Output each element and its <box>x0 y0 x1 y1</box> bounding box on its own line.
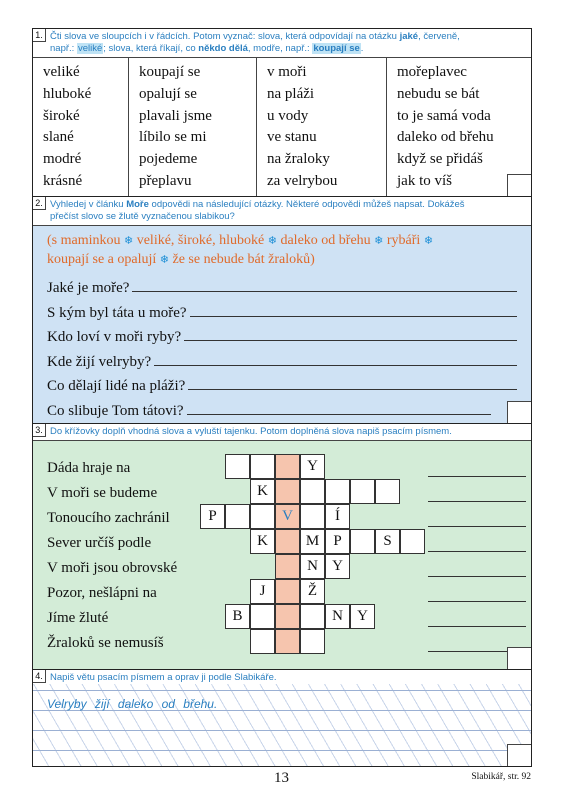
writing-line <box>33 730 531 731</box>
snowflake-icon: ❄ <box>159 253 169 266</box>
question-text: Kdo loví v moři ryby? <box>47 329 182 345</box>
exercise-1 <box>33 29 531 197</box>
cursive-sentence: Velryby žijí daleko od břehu. <box>47 697 218 711</box>
word[interactable]: jak to víš <box>397 172 452 189</box>
crossword-cell[interactable]: Y <box>325 554 350 579</box>
crossword-cell[interactable] <box>325 479 350 504</box>
snowflake-icon: ❄ <box>374 234 384 247</box>
question-text: Co slibuje Tom tátovi? <box>47 402 184 419</box>
crossword-cell[interactable]: Y <box>300 454 325 479</box>
writing-line <box>33 750 531 751</box>
exercise-number: 1. <box>33 29 46 42</box>
word[interactable]: přeplavu <box>139 172 192 189</box>
question-text: Co dělají lidé na pláži? <box>47 378 186 394</box>
word-column-1 <box>33 58 129 196</box>
answer-line[interactable] <box>188 373 517 390</box>
word[interactable]: na pláži <box>267 85 315 102</box>
crossword-cell[interactable]: K <box>250 479 275 504</box>
answer-line[interactable] <box>428 551 526 552</box>
crossword-key-cell[interactable] <box>275 454 300 479</box>
crossword-cell[interactable] <box>250 504 275 529</box>
word[interactable]: když se přidáš <box>397 151 483 168</box>
exercise-1-instructions: 1. Čti slova ve sloupcích i v řádcích. Potom vyznač: slova, která odpovídají na otázku jaké, červeně, např.: veliké; slova, která říkají, co někdo dělá, modře, např.: koupají se. <box>33 29 531 58</box>
crossword-cell[interactable]: K <box>250 529 275 554</box>
snowflake-icon: ❄ <box>267 234 277 247</box>
crossword-clue: Tonoucího zachránil <box>47 510 170 526</box>
crossword-cell[interactable]: N <box>325 604 350 629</box>
crossword-clue: Jíme žluté <box>47 610 109 626</box>
textbook-reference: Slabikář, str. 92 <box>471 772 531 782</box>
answer-line[interactable] <box>132 275 517 292</box>
word[interactable]: mořeplavec <box>397 64 467 80</box>
answer-line[interactable] <box>428 476 526 477</box>
crossword-key-cell[interactable] <box>275 604 300 629</box>
word[interactable]: daleko od břehu <box>397 129 494 146</box>
question-row <box>33 324 531 349</box>
word[interactable]: na žraloky <box>267 151 330 168</box>
exercise-number: 3. <box>33 424 46 437</box>
question-text: Kde žijí velryby? <box>47 353 152 370</box>
crossword-clue: Sever určíš podle <box>47 535 152 551</box>
word-column-3 <box>257 58 387 196</box>
crossword-cell[interactable]: M <box>300 529 325 554</box>
answer-line[interactable] <box>184 324 517 341</box>
crossword-cell[interactable]: Í <box>325 504 350 529</box>
word[interactable]: široké <box>43 107 80 124</box>
score-box[interactable] <box>507 174 531 196</box>
word-table <box>33 58 531 196</box>
crossword-key-cell[interactable] <box>275 554 300 579</box>
word[interactable]: u vody <box>267 107 309 124</box>
word[interactable]: to je samá voda <box>397 107 491 124</box>
worksheet <box>32 28 532 767</box>
crossword-cell[interactable] <box>400 529 425 554</box>
answer-line[interactable] <box>154 349 517 366</box>
word[interactable]: ve stanu <box>267 129 317 146</box>
word-column-2 <box>129 58 257 196</box>
answer-line[interactable] <box>428 626 526 627</box>
crossword-cell[interactable] <box>225 504 250 529</box>
example-word-verb: koupají se <box>313 43 360 54</box>
word[interactable]: za velrybou <box>267 172 338 189</box>
question-text: Jaké je moře? <box>47 280 130 296</box>
crossword-cell[interactable] <box>250 629 275 654</box>
word[interactable]: krásné <box>43 172 83 189</box>
word[interactable]: hluboké <box>43 85 92 102</box>
page-number: 13 <box>274 770 289 786</box>
crossword-cell[interactable] <box>350 529 375 554</box>
exercise-4 <box>33 670 531 766</box>
word[interactable]: veliké <box>43 64 80 80</box>
answer-line[interactable] <box>428 601 526 602</box>
crossword-cell[interactable] <box>375 479 400 504</box>
exercise-2 <box>33 197 531 424</box>
crossword-clue: Žraloků se nemusíš <box>47 635 164 651</box>
crossword-cell[interactable] <box>350 479 375 504</box>
answer-line[interactable] <box>190 300 517 317</box>
crossword-key-cell[interactable] <box>275 579 300 604</box>
crossword-cell[interactable]: J <box>250 579 275 604</box>
crossword-cell[interactable]: Y <box>350 604 375 629</box>
exercise-3 <box>33 424 531 670</box>
crossword-cell[interactable]: P <box>200 504 225 529</box>
example-word-adjective: veliké <box>77 43 103 54</box>
snowflake-icon: ❄ <box>124 234 134 247</box>
crossword-clue: Pozor, nešlápni na <box>47 585 157 601</box>
crossword-cell[interactable] <box>250 454 275 479</box>
crossword-clue: Dáda hraje na <box>47 460 131 476</box>
crossword-key-cell[interactable]: V <box>275 504 300 529</box>
answer-line[interactable] <box>428 526 526 527</box>
answer-word-bank: (s maminkou ❄ veliké, široké, hluboké ❄ daleko od břehu ❄ rybáři ❄ koupají se a opalují ❄ že se nebude bát žraloků) <box>47 233 434 267</box>
word[interactable]: modré <box>43 151 82 168</box>
exercise-number: 2. <box>33 197 46 210</box>
crossword-key-cell[interactable] <box>275 479 300 504</box>
score-box[interactable] <box>507 401 531 423</box>
crossword-clue: V moři jsou obrovské <box>47 560 178 576</box>
question-list <box>33 275 531 422</box>
writing-line <box>33 690 531 691</box>
crossword-cell[interactable]: S <box>375 529 400 554</box>
crossword-clue: V moři se budeme <box>47 485 158 501</box>
answer-line[interactable] <box>187 398 491 415</box>
crossword-cell[interactable]: Ž <box>300 579 325 604</box>
crossword-cell[interactable]: B <box>225 604 250 629</box>
exercise-2-instructions: 2. Vyhledej v článku Moře odpovědi na následující otázky. Některé odpovědi můžeš napsat. Dokážeš přečíst slovo se žlutě vyznačenou slabikou? <box>33 197 531 226</box>
crossword-cell[interactable] <box>300 479 325 504</box>
crossword-cell[interactable] <box>300 604 325 629</box>
snowflake-icon: ❄ <box>423 234 434 247</box>
answer-line[interactable] <box>428 576 526 577</box>
question-row <box>33 300 531 325</box>
answer-line[interactable] <box>428 501 526 502</box>
question-row <box>33 398 531 423</box>
exercise-3-instructions: 3. Do křížovky doplň vhodná slova a vyluští tajenku. Potom doplněná slova napiš psacím písmem. <box>33 424 531 441</box>
crossword-key-cell[interactable] <box>275 629 300 654</box>
crossword-cell[interactable]: P <box>325 529 350 554</box>
word[interactable]: v moři <box>267 64 307 80</box>
score-box[interactable] <box>507 744 531 766</box>
crossword-cell[interactable] <box>225 454 250 479</box>
word[interactable]: líbilo se mi <box>139 129 207 146</box>
word[interactable]: plavali jsme <box>139 107 212 124</box>
exercise-number: 4. <box>33 670 46 683</box>
question-row <box>33 373 531 398</box>
crossword-cell[interactable] <box>300 504 325 529</box>
question-text: S kým byl táta u moře? <box>47 304 187 321</box>
crossword-key-cell[interactable] <box>275 529 300 554</box>
crossword-cell[interactable] <box>300 629 325 654</box>
word[interactable]: slané <box>43 129 74 146</box>
exercise-4-instructions: 4. Napiš větu psacím písmem a oprav ji podle Slabikáře. <box>33 670 531 686</box>
question-row <box>33 275 531 300</box>
word[interactable]: koupají se <box>139 64 201 80</box>
score-box[interactable] <box>507 647 531 669</box>
word[interactable]: pojedeme <box>139 151 198 168</box>
handwriting-practice-area[interactable] <box>33 684 531 766</box>
word[interactable]: opalují se <box>139 85 197 102</box>
crossword-cell[interactable]: N <box>300 554 325 579</box>
question-row <box>33 349 531 374</box>
crossword-cell[interactable] <box>250 604 275 629</box>
word[interactable]: nebudu se bát <box>397 85 480 102</box>
